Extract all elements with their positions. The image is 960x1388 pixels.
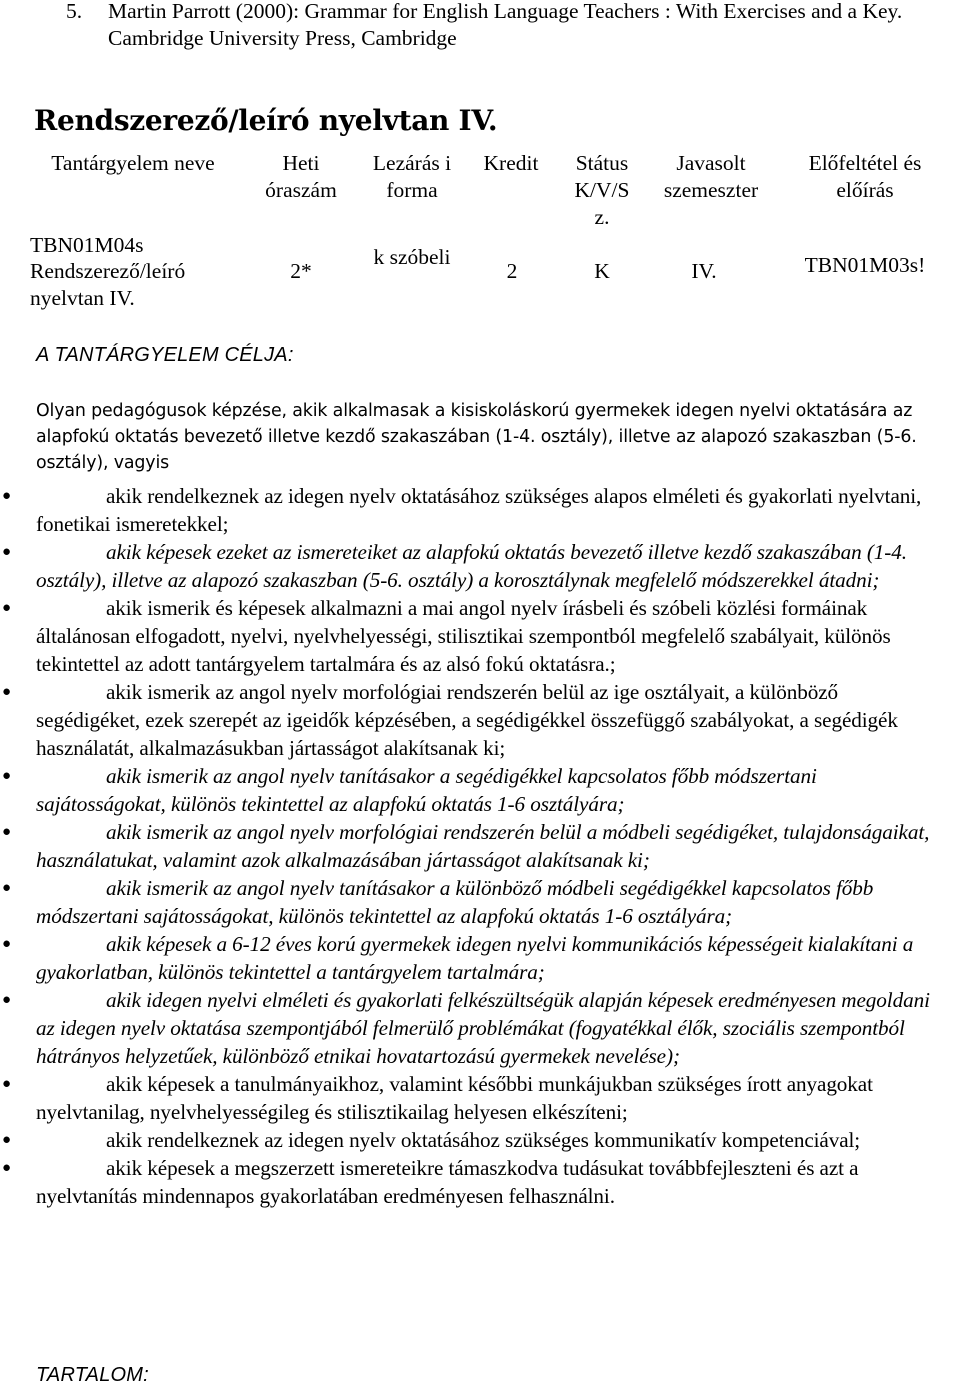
header-credit: Kredit <box>483 151 539 175</box>
list-item <box>0 1070 932 1126</box>
list-item-text: akik ismerik az angol nyelv tanításakor a különböző módbeli segédigékkel kapcsolatos főbb módszertani sajátosságokat, különös tekintettel az alapfokú oktatás 1-6 osztályára; <box>36 876 874 928</box>
header-prereq: Előfeltétel és előírás <box>808 151 922 202</box>
header-name: Tantárgyelem neve <box>51 151 215 175</box>
row-credit: 2 <box>506 259 518 283</box>
row-semester: IV. <box>691 259 717 283</box>
list-item <box>0 1154 932 1210</box>
list-item-text: akik ismerik az angol nyelv morfológiai rendszerén belül a módbeli segédigéket, tulajdonságaikat, használatukat, valamint azok alkalmazásában jártasságot alakítsanak ki; <box>36 820 930 872</box>
intro-paragraph: Olyan pedagógusok képzése, akik alkalmasak a kisiskoláskorú gyermekek idegen nyelvi oktatására az alapfokú oktatás bevezető illetve kezdő szakaszában (1-4. osztály), illetve az alapozó szakaszban (5-6. osztály), vagyis <box>36 401 917 473</box>
list-item <box>0 482 932 538</box>
list-item <box>0 930 932 986</box>
reference-text: Martin Parrott (2000): Grammar for English Language Teachers : With Exercises and a Key. Cambridge University Press, Cambridge <box>108 0 903 50</box>
list-item-text: akik rendelkeznek az idegen nyelv oktatásához szükséges kommunikatív kompetenciával; <box>106 1128 861 1152</box>
reference-number: 5. <box>66 0 83 23</box>
header-status: Státus K/V/S z. <box>574 151 630 229</box>
list-item-text: akik képesek a 6-12 éves korú gyermekek idegen nyelvi kommunikációs képességeit kialakítani a gyakorlatban, különös tekintettel a tantárgyelem tartalmára; <box>36 932 914 984</box>
row-name: Rendszerező/leíró nyelvtan IV. <box>30 259 186 310</box>
bullet-icon: ● <box>2 488 11 504</box>
goal-heading: A TANTÁRGYELEM CÉLJA: <box>36 344 294 366</box>
bullet-icon: ● <box>2 824 11 840</box>
row-code: TBN01M04s <box>30 233 144 257</box>
header-closing: Lezárás i forma <box>372 151 452 202</box>
goal-list <box>0 482 960 1210</box>
row-status: K <box>594 259 610 283</box>
bullet-icon: ● <box>2 768 11 784</box>
bullet-icon: ● <box>2 992 11 1008</box>
list-item <box>0 986 932 1070</box>
list-item-text: akik ismerik az angol nyelv morfológiai rendszerén belül az ige osztályait, a különböző segédigéket, ezek szerepét az igeidők képzésében, a segédigékkel összefüggő szabályokat, a segédigék használatát, alkalmazásukban jártasságot alakítsanak ki; <box>36 680 898 760</box>
list-item <box>0 818 932 874</box>
list-item-text: akik ismerik az angol nyelv tanításakor a segédigékkel kapcsolatos főbb módszertani sajátosságokat, különös tekintettel az alapfokú oktatás 1-6 osztályára; <box>36 764 817 816</box>
bullet-icon: ● <box>2 600 11 616</box>
content-heading: TARTALOM: <box>36 1364 149 1386</box>
list-item <box>0 594 932 678</box>
header-semester: Javasolt szemeszter <box>663 151 759 202</box>
list-item-text: akik képesek ezeket az ismereteiket az alapfokú oktatás bevezető illetve kezdő szakaszában (1-4. osztály), illetve az alapozó szakaszban (5-6. osztály) a korosztálynak megfelelő módszerekkel átadni; <box>36 540 907 592</box>
list-item <box>0 1126 932 1154</box>
list-item-text: akik ismerik és képesek alkalmazni a mai angol nyelv írásbeli és szóbeli közlési formáinak általánosan elfogadott, nyelvi, nyelvhelyességi, stilisztikai szempontból megfelelő szabályait, különös tekintettel az adott tantárgyelem tartalmára és az alsó fokú oktatásra.; <box>36 596 891 676</box>
course-title: Rendszerező/leíró nyelvtan IV. <box>34 104 498 137</box>
list-item-text: akik képesek a tanulmányaikhoz, valamint későbbi munkájukban szükséges írott anyagokat nyelvtanilag, nyelvhelyességileg és stilisztikailag helyesen elkészíteni; <box>36 1072 873 1124</box>
list-item <box>0 874 932 930</box>
list-item <box>0 678 932 762</box>
list-item <box>0 762 932 818</box>
bullet-icon: ● <box>2 880 11 896</box>
bullet-icon: ● <box>2 936 11 952</box>
list-item-text: akik rendelkeznek az idegen nyelv oktatásához szükséges alapos elméleti és gyakorlati nyelvtani, fonetikai ismeretekkel; <box>36 484 922 536</box>
list-item-text: akik képesek a megszerzett ismereteikre támaszkodva tudásukat továbbfejleszteni és azt a nyelvtanítás mindennapos gyakorlatában eredményesen felhasználni. <box>36 1156 859 1208</box>
bullet-icon: ● <box>2 544 11 560</box>
bullet-icon: ● <box>2 684 11 700</box>
header-hours: Heti óraszám <box>265 151 337 202</box>
bullet-icon: ● <box>2 1160 11 1176</box>
bullet-icon: ● <box>2 1076 11 1092</box>
bullet-icon: ● <box>2 1132 11 1148</box>
list-item-text: akik idegen nyelvi elméleti és gyakorlati felkészültségük alapján képesek eredményesen megoldani az idegen nyelv oktatása szempontjából felmerülő problémákat (fogyatékkal élők, szociális szempontból hátrányos helyzetűek, különböző etnikai hovatartozású gyermekek nevelése); <box>36 988 930 1068</box>
row-closing: k szóbeli <box>373 245 451 269</box>
row-hours: 2* <box>290 259 312 283</box>
list-item <box>0 538 932 594</box>
row-prereq: TBN01M03s! <box>804 253 926 277</box>
